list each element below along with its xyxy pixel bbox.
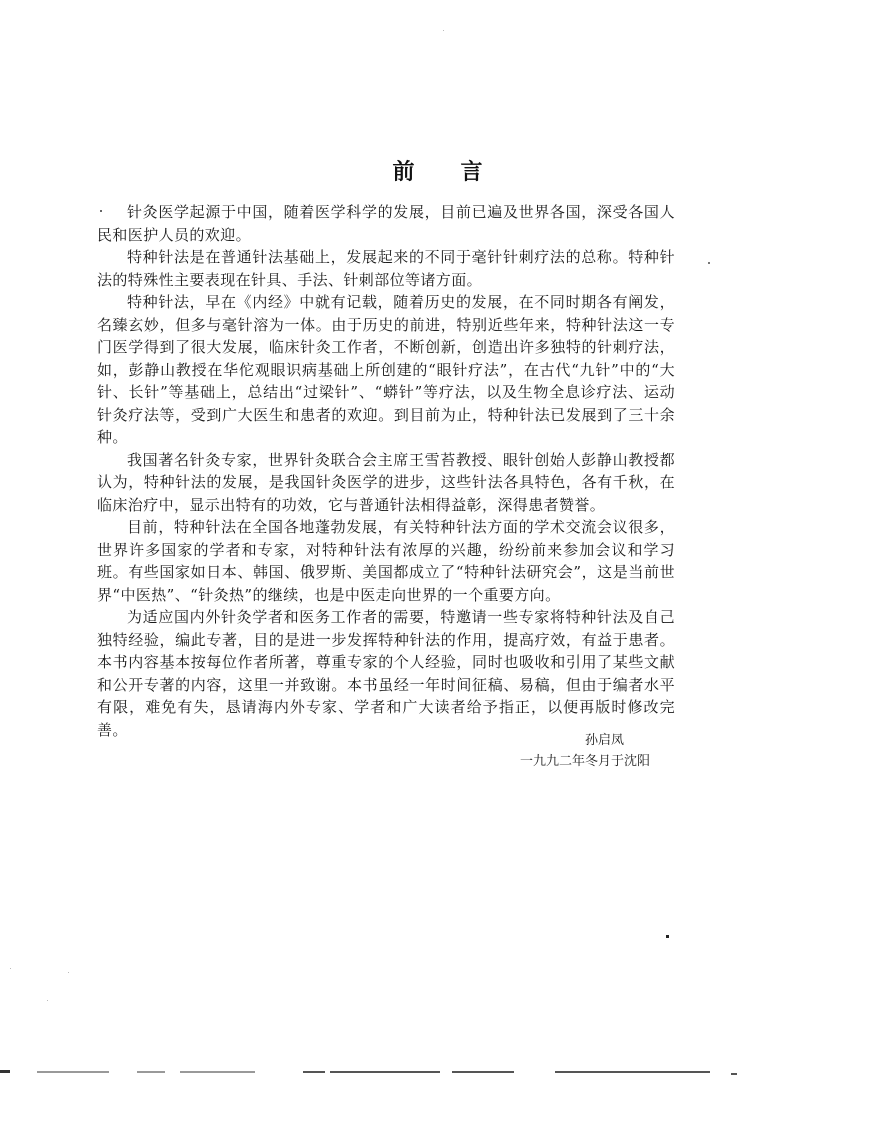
paragraph: 特种针法是在普通针法基础上，发展起来的不同于毫针针刺疗法的总称。特种针法的特殊性主要表现在针具、手法、针刺部位等诸方面。: [97, 248, 675, 289]
scan-edge-line: [303, 1071, 325, 1073]
scan-edge-line: [452, 1071, 514, 1073]
scan-speck: [47, 1000, 48, 1001]
scan-speck: [100, 210, 102, 212]
paragraph: 针灸医学起源于中国，随着医学科学的发展，目前已遍及世界各国，深受各国人民和医护人员的欢迎。: [97, 203, 675, 244]
page-title: 前言: [392, 160, 529, 185]
preface-body: [97, 201, 675, 741]
scan-speck: [68, 972, 69, 973]
scan-speck: [666, 935, 669, 938]
scan-edge-line: [0, 1070, 10, 1073]
scan-edge-line: [330, 1071, 440, 1073]
scan-edge-line: [137, 1071, 165, 1073]
scan-edge-line: [555, 1071, 710, 1073]
signature-date-place: 一九九二年冬月于沈阳: [519, 754, 650, 769]
paragraph: 我国著名针灸专家，世界针灸联合会主席王雪苔教授、眼针创始人彭静山教授都认为，特种针法的发展，是我国针灸医学的进步，这些针法各具特色，各有千秋，在临床治疗中，显示出特有的功效，它与普通针法相得益彰，深得患者赞誉。: [97, 450, 675, 514]
scan-speck: [708, 262, 710, 264]
scan-edge-line: [731, 1073, 737, 1075]
paragraph: 目前，特种针法在全国各地蓬勃发展，有关特种针法方面的学术交流会议很多，世界许多国家的学者和专家，对特种针法有浓厚的兴趣，纷纷前来参加会议和学习班。有些国家如日本、韩国、俄罗斯、美国都成立了“特种针法研究会”，这是当前世界“中医热”、“针灸热”的继续，也是中医走向世界的一个重要方向。: [97, 518, 675, 604]
scan-speck: [10, 968, 11, 969]
paragraph: 特种针法，早在《内经》中就有记载，随着历史的发展，在不同时期各有阐发，名臻玄妙，但多与毫针溶为一体。由于历史的前进，特别近些年来，特种针法这一专门医学得到了很大发展，临床针灸工作者，不断创新，创造出许多独特的针刺疗法，如，彭静山教授在华佗观眼识病基础上所创建的“眼针疗法”，在古代“九针”中的“大针、长针”等基础上，总结出“过梁针”、“蟒针”等疗法，以及生物全息诊疗法、运动针灸疗法等，受到广大医生和患者的欢迎。到目前为止，特种针法已发展到了三十余种。: [97, 293, 675, 446]
paragraph: 为适应国内外针灸学者和医务工作者的需要，特邀请一些专家将特种针法及自己独特经验，编此专著，目的是进一步发挥特种针法的作用，提高疗效，有益于患者。本书内容基本按每位作者所著，尊重专家的个人经验，同时也吸收和引用了某些文献和公开专著的内容，这里一并致谢。本书虽经一年时间征稿、易稿，但由于编者水平有限，难免有失，恳请海内外专家、学者和广大读者给予指正，以便再版时修改完善。: [97, 608, 675, 739]
scan-speck: [443, 30, 444, 31]
scan-edge-line: [180, 1071, 255, 1073]
scan-edge-line: [37, 1071, 109, 1073]
author-signature: 孙启凤: [584, 733, 624, 748]
